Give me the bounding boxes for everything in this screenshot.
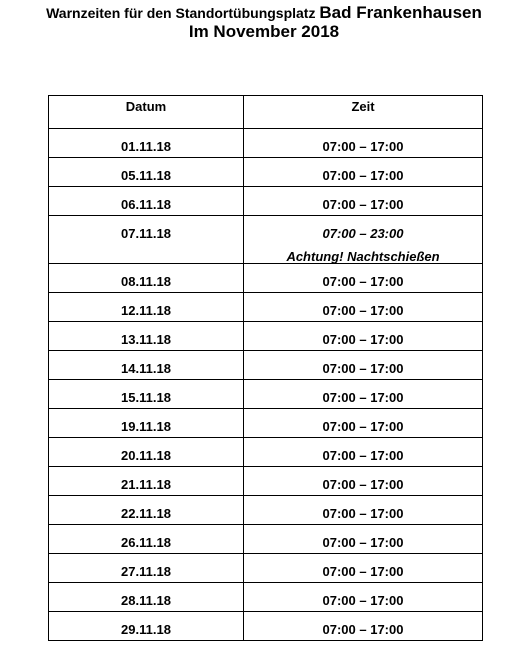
table-row (49, 293, 483, 322)
time-cell-special (244, 216, 483, 264)
table-row (49, 187, 483, 216)
date-cell: 15.11.18 (49, 380, 244, 409)
document-subtitle: Im November 2018 (188, 22, 340, 41)
table-row (49, 438, 483, 467)
table-row (49, 129, 483, 158)
time-cell: 07:00 – 17:00 (244, 554, 483, 583)
table-row (49, 525, 483, 554)
table-row-night-firing (49, 216, 483, 264)
time-cell: 07:00 – 17:00 (244, 380, 483, 409)
date-cell: 28.11.18 (49, 583, 244, 612)
night-firing-warning: Achtung! Nachtschießen (286, 249, 440, 264)
time-cell: 07:00 – 17:00 (244, 264, 483, 293)
time-cell: 07:00 – 17:00 (244, 496, 483, 525)
table-row (49, 554, 483, 583)
date-cell: 19.11.18 (49, 409, 244, 438)
time-cell: 07:00 – 17:00 (244, 438, 483, 467)
date-cell: 20.11.18 (49, 438, 244, 467)
time-cell: 07:00 – 17:00 (244, 293, 483, 322)
title-prefix: Warnzeiten für den Standortübungsplatz (46, 5, 316, 21)
time-cell: 07:00 – 17:00 (244, 467, 483, 496)
date-cell: 08.11.18 (49, 264, 244, 293)
time-cell: 07:00 – 17:00 (244, 187, 483, 216)
date-cell: 01.11.18 (49, 129, 244, 158)
date-cell: 29.11.18 (49, 612, 244, 641)
table-row (49, 322, 483, 351)
date-cell: 21.11.18 (49, 467, 244, 496)
column-header-date: Datum (49, 96, 244, 129)
date-cell: 07.11.18 (49, 216, 244, 264)
table-row (49, 409, 483, 438)
date-cell: 22.11.18 (49, 496, 244, 525)
time-cell: 07:00 – 17:00 (244, 612, 483, 641)
date-cell: 12.11.18 (49, 293, 244, 322)
time-cell: 07:00 – 17:00 (244, 351, 483, 380)
table-row (49, 158, 483, 187)
time-cell: 07:00 – 17:00 (244, 583, 483, 612)
column-header-time: Zeit (244, 96, 483, 129)
date-cell: 05.11.18 (49, 158, 244, 187)
date-cell: 26.11.18 (49, 525, 244, 554)
date-cell: 06.11.18 (49, 187, 244, 216)
time-cell: 07:00 – 17:00 (244, 129, 483, 158)
date-cell: 27.11.18 (49, 554, 244, 583)
table-row (49, 380, 483, 409)
title-location: Bad Frankenhausen (319, 3, 482, 22)
date-cell: 14.11.18 (49, 351, 244, 380)
time-cell: 07:00 – 17:00 (244, 409, 483, 438)
document-title (0, 4, 528, 22)
table-row (49, 351, 483, 380)
time-cell: 07:00 – 17:00 (244, 158, 483, 187)
table-row (49, 612, 483, 641)
table-row (49, 496, 483, 525)
date-cell: 13.11.18 (49, 322, 244, 351)
table-row (49, 583, 483, 612)
table-row (49, 467, 483, 496)
time-cell: 07:00 – 17:00 (244, 525, 483, 554)
time-value: 07:00 – 23:00 (322, 226, 404, 241)
table-header-row (49, 96, 483, 129)
table-row (49, 264, 483, 293)
warning-times-table (48, 95, 483, 641)
time-cell: 07:00 – 17:00 (244, 322, 483, 351)
